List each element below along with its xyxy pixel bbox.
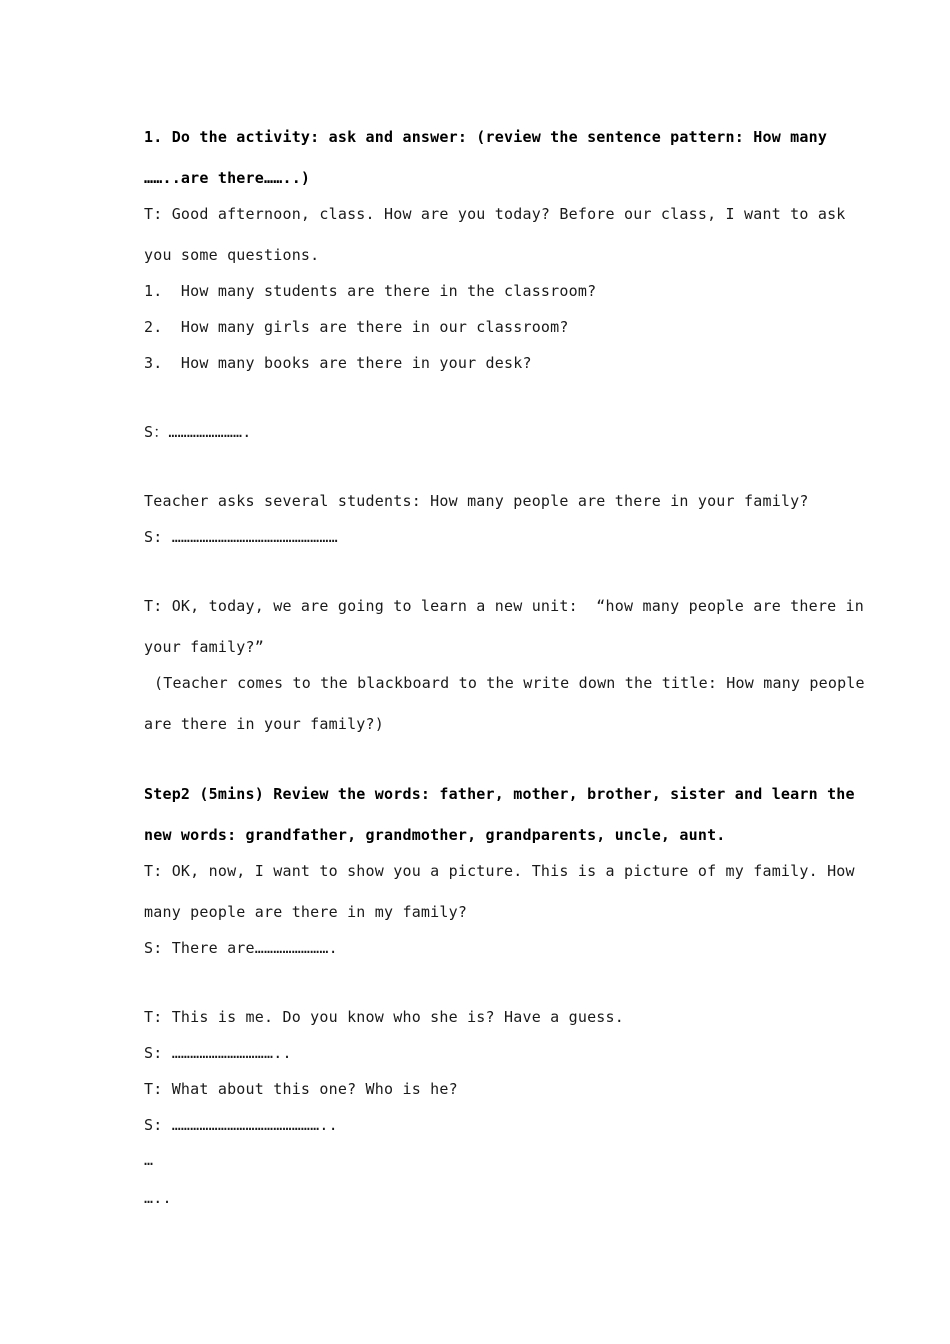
picture-intro-line-1: T: OK, now, I want to show you a picture. This is a picture of my family. How <box>144 862 855 880</box>
teacher-greeting-line-1: T: Good afternoon, class. How are you today? Before our class, I want to ask <box>144 205 846 223</box>
teacher-what-about: T: What about this one? Who is he? <box>144 1080 458 1098</box>
activity-heading-line-1: 1. Do the activity: ask and answer: (review the sentence pattern: How many <box>144 128 828 146</box>
question-2: 2. How many girls are there in our classroom? <box>144 318 569 336</box>
student-response-1: S：……………………. <box>144 423 252 441</box>
question-3: 3. How many books are there in your desk? <box>144 354 532 372</box>
activity-heading-line-2: ……..are there……..) <box>144 169 311 187</box>
student-response-3: S: There are……………………. <box>144 939 338 957</box>
blackboard-note-line-2: are there in your family?) <box>144 715 384 733</box>
new-unit-line-1: T: OK, today, we are going to learn a new unit: “how many people are there in <box>144 597 864 615</box>
step2-heading-line-1: Step2 (5mins) Review the words: father, mother, brother, sister and learn the <box>144 785 855 803</box>
step2-heading-line-2: new words: grandfather, grandmother, grandparents, uncle, aunt. <box>144 826 726 844</box>
student-response-5: S: ………………………………………….. <box>144 1116 338 1134</box>
teacher-greeting-line-2: you some questions. <box>144 246 320 264</box>
teacher-asks-students: Teacher asks several students: How many people are there in your family? <box>144 492 809 510</box>
teacher-this-is-me: T: This is me. Do you know who she is? Have a guess. <box>144 1008 624 1026</box>
picture-intro-line-2: many people are there in my family? <box>144 903 468 921</box>
question-1: 1. How many students are there in the classroom? <box>144 282 597 300</box>
new-unit-line-2: your family?” <box>144 638 264 656</box>
blackboard-note-line-1: (Teacher comes to the blackboard to the write down the title: How many people <box>154 674 865 692</box>
ellipsis-line-1: … <box>144 1151 154 1169</box>
ellipsis-line-2: ….. <box>144 1189 172 1207</box>
student-response-4: S: …………………………….. <box>144 1044 292 1062</box>
student-response-2: S: ……………………………………………… <box>144 528 338 546</box>
